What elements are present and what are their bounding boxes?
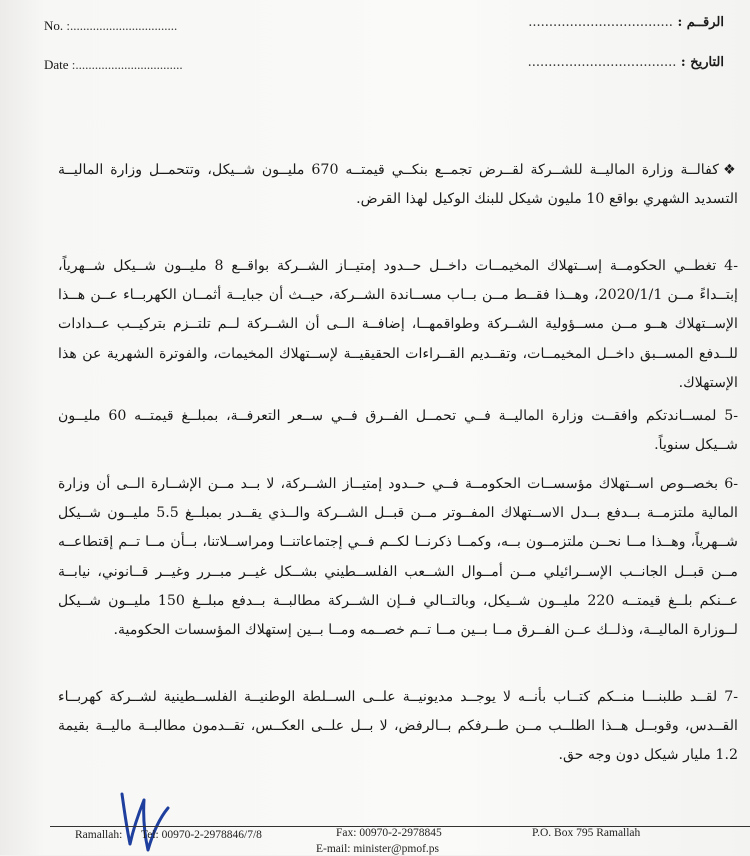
date-field-en: [44, 57, 183, 73]
number-label-ar: الرقــم :: [677, 15, 724, 30]
footer-city: Ramallah:: [75, 829, 123, 841]
numbered-paragraph-4: [58, 252, 738, 398]
paragraph-text: تغطــي الحكومــة إســتهلاك المخيمــات داخــل حــدود إمتيــاز الشــركة بواقــع 8 مليــون شــيكل شــهرياً، إبتــداءً مــن 2020/1/1، وهــذا فقــط مــن بــاب مســاندة الشــركة، حيــث أن جبايــة أثمــان الكهربــاء عــن هــذا الإســتهلاك هــو مــن مســؤولية الشــركة وطواقمهــا، إضافــة الــى أن الشــركة لــم تلتــزم بتركيــب عــدادات للــدفع المســبق داخــل المخيمــات، وتقــديم القــراءات الحقيقيــة لإســتهلاك المخيمات، والفوترة الشهرية عن هذا الإستهلاك.: [58, 258, 738, 391]
number-dots-ar: ...................................: [528, 15, 673, 30]
paragraph-text: بخصــوص اســتهلاك مؤسســات الحكومــة فــي حــدود إمتيــاز الشــركة، لا بــد مــن الإشــارة الــى أن وزارة المالية ملتزمــة بــدفع بــدل الاســتهلاك المفــوتر مــن قبــل الشــركة والــذي يقــدر بمبلــغ 5.5 مليــون شــيكل شــهرياً، وهــذا مــا نحــن ملتزمــون بــه، وكمــا ذكرنــا لكــم فــي إجتماعاتنــا ومراســلاتنا، بــأن مــا تــم إقتطاعــه مــن قبــل الجانــب الإســرائيلي مــن أمــوال الشــعب الفلســطيني بشــكل غيــر مبــرر وغيــر قــانوني، نيابــة عــنكم بلــغ قيمتــه 220 مليــون شــيكل، وبالتــالي فــإن الشــركة مطالبــة بــدفع مبلــغ 150 مليــون شــيكل لــوزارة الماليــة، وذلــك عــن الفــرق مــا بــين مــا تــم خصــمه ومــا بــين إستهلاك المؤسسات الحكومية.: [58, 476, 738, 639]
number-dots-en: :.................................: [66, 18, 178, 33]
date-dots-en: :.................................: [71, 57, 183, 72]
date-label-ar: التاريخ :: [680, 55, 724, 70]
footer-email: E-mail: minister@pmof.ps: [316, 843, 440, 855]
paragraph-text: لقــد طلبنـــا منــكم كتــاب بأنــه لا يوجــد مديونيــة علــى الســلطة الوطنيــة الفلســطينية لشــركة كهربــاء القــدس، وقوبــل هــذا الطلــب مــن طــرفكم بــالرفض، لا بــل علــى العكــس، تقــدمون مطالبــة ماليــة بقيمة 1.2 مليار شيكل دون وجه حق.: [58, 689, 738, 764]
paragraph-number: -4: [724, 258, 738, 274]
paragraph-text: كفالــة وزارة الماليــة للشــركة لقــرض تجمــع بنكــي قيمتــه 670 مليــون شــيكل، وتتحمــل وزارة الماليــة التسديد الشهري بواقع 10 مليون شيكل للبنك الوكيل لهذا القرض.: [58, 162, 738, 208]
numbered-paragraph-5: [58, 402, 738, 460]
bullet-paragraph: [58, 156, 738, 214]
date-label-en: Date: [44, 57, 69, 72]
paragraph-number: -5: [724, 408, 739, 424]
numbered-paragraph-6: [58, 470, 738, 645]
paragraph-number: -7: [724, 689, 739, 705]
date-field-ar: [528, 55, 724, 70]
number-field-ar: [528, 15, 724, 30]
signature-image: [110, 786, 190, 856]
footer-fax: Fax: 00970-2-2978845: [336, 827, 442, 839]
diamond-bullet-icon: ❖: [723, 162, 738, 178]
number-field-en: [44, 18, 177, 34]
footer-pobox: P.O. Box 795 Ramallah: [532, 827, 641, 839]
date-dots-ar: ....................................: [527, 55, 677, 70]
paragraph-text: لمســاندتكم وافقــت وزارة الماليــة فــي تحمــل الفــرق فــي ســعر التعرفــة، بمبلــغ قيمتــه 60 مليــون شــيكل سنوياً.: [58, 408, 738, 454]
numbered-paragraph-7: [58, 683, 738, 771]
number-label-en: No.: [44, 18, 64, 33]
paragraph-number: -6: [724, 476, 739, 492]
footer-phone: Tel: 00970-2-2978846/7/8: [141, 829, 262, 841]
